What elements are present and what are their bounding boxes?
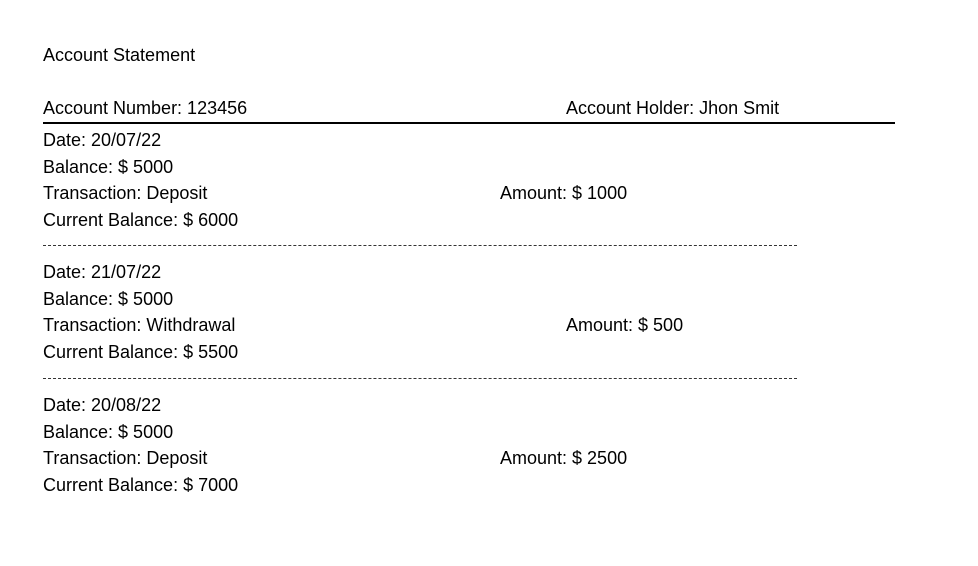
transaction-separator xyxy=(43,378,797,379)
header-divider xyxy=(43,122,895,124)
account-number: Account Number: 123456 xyxy=(43,98,248,118)
transaction-date: Date: 20/08/22 xyxy=(43,395,162,415)
transaction-entry xyxy=(43,260,903,366)
transaction-current-balance: Current Balance: $ 7000 xyxy=(43,474,239,495)
transaction-date: Date: 21/07/22 xyxy=(43,262,162,282)
account-holder: Account Holder: Jhon Smit xyxy=(566,98,780,118)
transaction-amount: Amount: $ 1000 xyxy=(500,183,628,203)
transaction-type: Transaction: Deposit xyxy=(43,183,208,203)
transaction-type: Transaction: Deposit xyxy=(43,448,208,468)
transaction-entry xyxy=(43,393,903,499)
transaction-entry xyxy=(43,128,903,234)
transaction-current-balance: Current Balance: $ 5500 xyxy=(43,341,239,362)
account-statement-document xyxy=(43,0,923,566)
transaction-balance: Balance: $ 5000 xyxy=(43,156,174,177)
transaction-amount: Amount: $ 2500 xyxy=(500,448,628,468)
transaction-date: Date: 20/07/22 xyxy=(43,130,162,150)
transaction-balance: Balance: $ 5000 xyxy=(43,421,174,442)
transaction-amount: Amount: $ 500 xyxy=(566,315,684,335)
statement-title: Account Statement xyxy=(43,45,196,65)
transaction-separator xyxy=(43,245,797,246)
transaction-current-balance: Current Balance: $ 6000 xyxy=(43,209,239,230)
transaction-type: Transaction: Withdrawal xyxy=(43,315,236,335)
transaction-balance: Balance: $ 5000 xyxy=(43,288,174,309)
